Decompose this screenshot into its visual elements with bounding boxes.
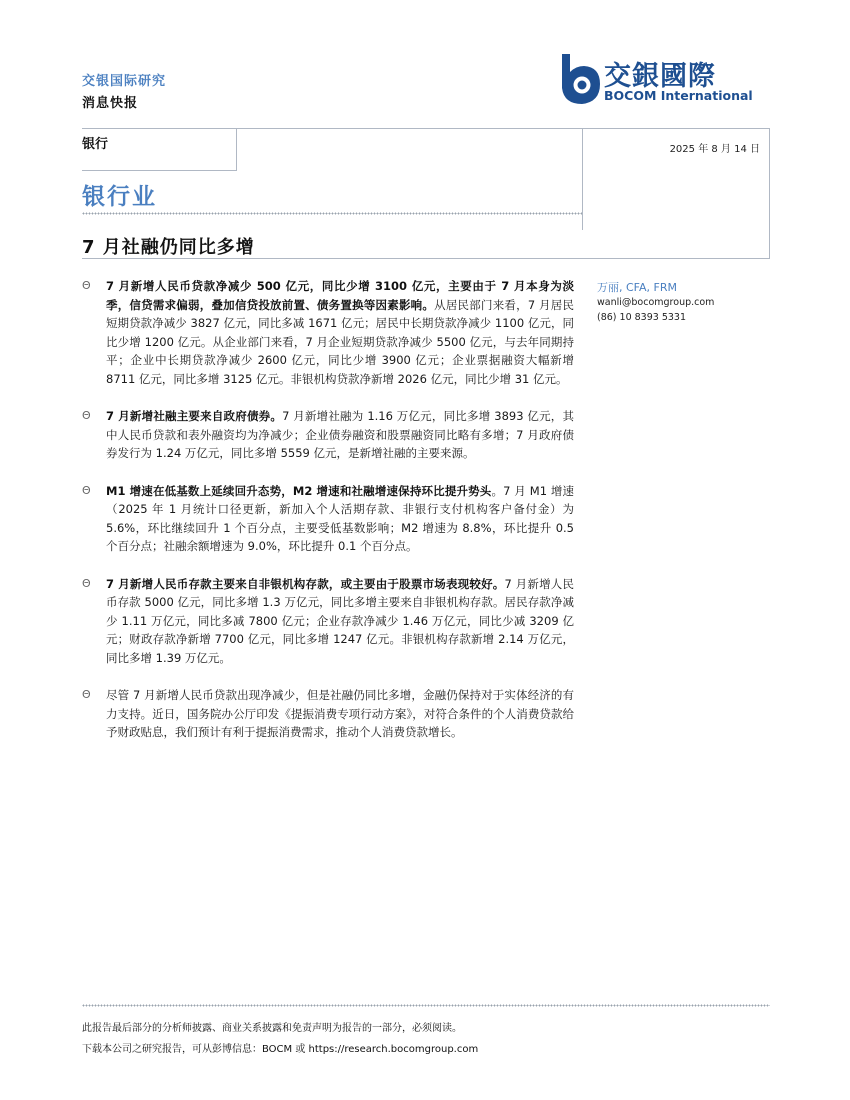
- report-type-label: 消息快报: [82, 96, 139, 111]
- report-headline: 7 月社融仍同比多增: [82, 237, 255, 258]
- sector-underline: [82, 170, 237, 171]
- analyst-email: wanli@bocomgroup.com: [597, 297, 715, 308]
- brand-research-label: 交银国际研究: [82, 74, 167, 89]
- paragraph-deposits: [82, 575, 574, 668]
- paragraph-money-supply: [82, 482, 574, 556]
- industry-title: 银行业: [82, 184, 157, 210]
- analyst-name: 万丽, CFA, FRM: [597, 281, 677, 294]
- dotted-separator: [82, 212, 582, 215]
- theta-bullet-icon: Θ: [82, 409, 91, 422]
- theta-bullet-icon: Θ: [82, 576, 91, 590]
- paragraph-text: 。7 月 M1 增速（2025 年 1 月统计口径更新，新加入个人活期存款、非银行支付机构客户备付金）为 5.6%，环比继续回升 1 个百分点，主要受低基数影响；M2 增速为 8.8%，环比提升 0.5 个百分点；社融余额增速为 9.0%，环比提升 0.1 个百分点。: [106, 483, 574, 553]
- bocom-logo: [556, 50, 770, 110]
- paragraph-lead: 7 月新增人民币贷款净减少 500 亿元，同比少增 3100 亿元，主要由于 7 月本身为淡季，信贷需求偏弱，叠加信贷投放前置、债务置换等因素影响。: [106, 279, 574, 312]
- bocom-logo-icon: [556, 50, 602, 110]
- footer-disclaimer: 此报告最后部分的分析师披露、商业关系披露和免责声明为报告的一部分，必须阅读。: [82, 1023, 462, 1034]
- paragraph-lead: 7 月新增人民币存款主要来自非银机构存款，或主要由于股票市场表现较好。: [106, 576, 505, 591]
- header-right-border: [769, 128, 770, 258]
- paragraph-text: 7 月新增人民币存款 5000 亿元，同比多增 1.3 万亿元，同比多增主要来自非银机构存款。居民存款净减少 1.11 万亿元，同比多减 7800 亿元；企业存款净减少 1.46 万亿元，同比少减 3209 亿元；财政存款净新增 7700 亿元，同比多增 1247 亿元。非银机构存款新增 2.14 万亿元，同比多增 1.39 万亿元。: [106, 576, 574, 665]
- paragraph-text: 尽管 7 月新增人民币贷款出现净减少，但是社融仍同比多增，金融仍保持对于实体经济的有力支持。近日，国务院办公厅印发《提振消费专项行动方案》，对符合条件的个人消费贷款给予财政贴息，我们预计有利于提振消费需求，推动个人消费贷款增长。: [106, 688, 574, 739]
- report-body: [82, 277, 574, 761]
- logo-english-text: BOCOM International: [604, 88, 753, 103]
- paragraph-outlook: [82, 686, 574, 742]
- footer-download-info: 下载本公司之研究报告，可从彭博信息：BOCM 或 https://research.bocomgroup.com: [82, 1044, 479, 1055]
- sector-label: 银行: [82, 137, 109, 152]
- paragraph-text: 从居民部门来看，7 月居民短期贷款净减少 3827 亿元，同比多减 1671 亿元；居民中长期贷款净减少 1100 亿元，同比少增 1200 亿元。从企业部门来看，7 月企业短期贷款净减少 5500 亿元，与去年同期持平；企业中长期贷款净减少 2600 亿元，同比少增 3900 亿元；企业票据融资大幅新增 8711 亿元，同比多增 3125 亿元。非银机构贷款净新增 2026 亿元，同比少增 31 亿元。: [106, 297, 574, 386]
- analyst-phone: (86) 10 8393 5331: [597, 312, 687, 323]
- paragraph-social-financing: [82, 407, 574, 463]
- paragraph-lead: 7 月新增社融主要来自政府债券。: [106, 409, 283, 423]
- sector-box-divider: [236, 128, 237, 170]
- theta-bullet-icon: Θ: [82, 483, 91, 497]
- paragraph-text: 7 月新增社融为 1.16 万亿元，同比多增 3893 亿元，其中人民币贷款和表外融资均为净减少；企业债券融资和股票融资同比略有多增；7 月政府债券发行为 1.24 万亿元，同比多增 5559 亿元，是新增社融的主要来源。: [106, 409, 574, 460]
- paragraph-lead: M1 增速在低基数上延续回升态势，M2 增速和社融增速保持环比提升势头: [106, 483, 492, 498]
- analyst-info: [597, 280, 777, 325]
- paragraph-loans: [82, 277, 574, 388]
- header-right-divider: [582, 128, 583, 230]
- header-top-rule: [82, 128, 770, 129]
- footer-dotted-separator: [82, 1004, 770, 1007]
- theta-bullet-icon: Θ: [82, 279, 91, 292]
- logo-chinese-text: 交銀國際: [604, 61, 716, 92]
- report-date: 2025 年 8 月 14 日: [669, 144, 760, 155]
- theta-bullet-icon: Θ: [82, 688, 91, 701]
